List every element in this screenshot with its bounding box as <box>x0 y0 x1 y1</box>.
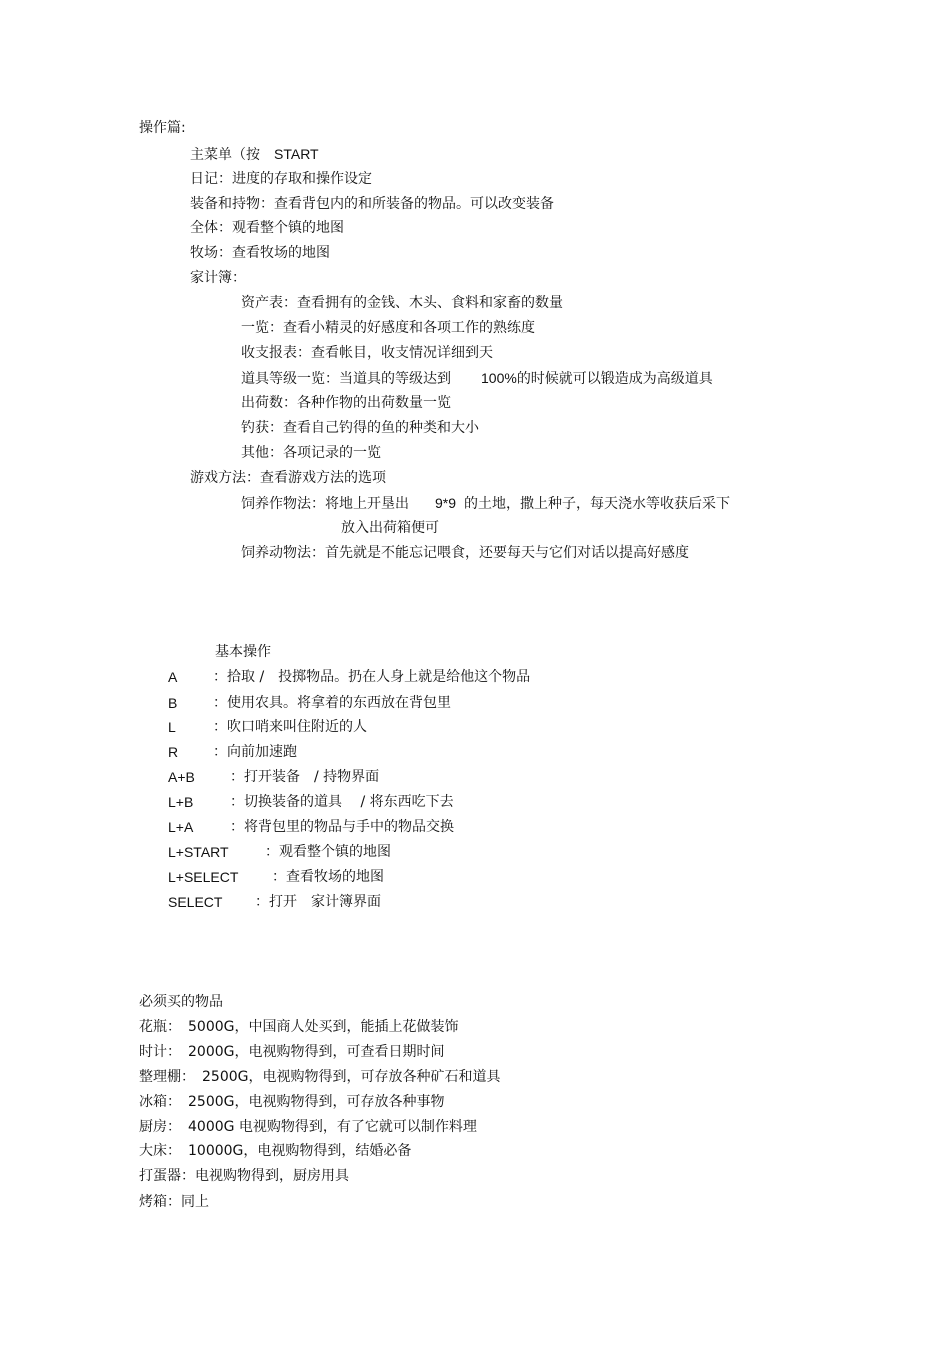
crops-size: 9*9 <box>435 495 457 511</box>
control-desc: ：查看牧场的地图 <box>272 869 384 885</box>
assets-line: 资产表：查看拥有的金钱、木头、食料和家畜的数量 <box>241 295 563 311</box>
list-item: 烤箱：同上 <box>139 1194 209 1210</box>
control-desc: ：拾取 / 投掷物品。扔在人身上就是给他这个物品 <box>213 669 531 685</box>
list-item: 花瓶： 5000G，中国商人处买到，能插上花做装饰 <box>139 1019 459 1035</box>
control-desc: ：向前加速跑 <box>213 744 297 760</box>
shipment-line: 出荷数：各种作物的出荷数量一览 <box>241 395 451 411</box>
howto-line: 游戏方法：查看游戏方法的选项 <box>190 470 386 486</box>
tool-level-text-b: 的时候就可以锻造成为高级道具 <box>516 371 713 387</box>
control-desc: ：观看整个镇的地图 <box>265 844 391 860</box>
control-desc: ：打开装备 / 持物界面 <box>230 769 380 785</box>
list-item: 整理棚： 2500G，电视购物得到，可存放各种矿石和道具 <box>139 1069 501 1085</box>
crops-line <box>241 494 730 513</box>
control-desc: ：切换装备的道具 / 将东西吃下去 <box>230 794 454 810</box>
control-key: L+B <box>168 794 194 810</box>
control-key: L <box>168 719 176 735</box>
control-desc: ：吹口哨来叫住附近的人 <box>213 719 367 735</box>
control-desc: ：打开 家计簿界面 <box>255 894 381 910</box>
ranch-line: 牧场：查看牧场的地图 <box>190 245 330 261</box>
ledger-line: 家计簿： <box>190 270 246 286</box>
diary-line: 日记：进度的存取和操作设定 <box>190 171 372 187</box>
income-line: 收支报表：查看帐目，收支情况详细到天 <box>241 345 493 361</box>
control-key: R <box>168 744 179 760</box>
main-menu-line <box>190 145 319 164</box>
control-desc: ：将背包里的物品与手中的物品交换 <box>230 819 454 835</box>
control-key: L+SELECT <box>168 869 239 885</box>
animals-line: 饲养动物法：首先就是不能忘记喂食，还要每天与它们对话以提高好感度 <box>241 545 689 561</box>
section-title-items: 必须买的物品 <box>139 994 223 1010</box>
control-key: A+B <box>168 769 195 785</box>
control-key: B <box>168 695 178 711</box>
crops-text-b: 的土地，撒上种子，每天浇水等收获后采下 <box>464 496 731 512</box>
fishing-line: 钓获：查看自己钓得的鱼的种类和大小 <box>241 420 479 436</box>
crops-text-a: 饲养作物法：将地上开垦出 <box>241 496 409 512</box>
equip-line: 装备和持物：查看背包内的和所装备的物品。可以改变装备 <box>190 196 554 212</box>
control-key: SELECT <box>168 894 223 910</box>
control-key: L+START <box>168 844 229 860</box>
control-key: L+A <box>168 819 194 835</box>
list-item: 厨房： 4000G 电视购物得到，有了它就可以制作料理 <box>139 1119 477 1135</box>
list-item: 打蛋器：电视购物得到，厨房用具 <box>139 1168 349 1184</box>
tool-level-line <box>241 369 713 388</box>
main-menu-key: START <box>274 146 319 162</box>
control-key: A <box>168 669 178 685</box>
list-item: 时计： 2000G，电视购物得到，可查看日期时间 <box>139 1044 445 1060</box>
main-menu-text: 主菜单（按 <box>190 147 260 163</box>
other-line: 其他：各项记录的一览 <box>241 445 381 461</box>
list-item: 冰箱： 2500G，电视购物得到，可存放各种事物 <box>139 1094 445 1110</box>
tool-level-percent: 100% <box>481 370 517 386</box>
all-line: 全体：观看整个镇的地图 <box>190 220 344 236</box>
crops-line-continued: 放入出荷箱便可 <box>341 520 439 536</box>
control-desc: ：使用农具。将拿着的东西放在背包里 <box>213 695 451 711</box>
section-title-operations: 操作篇: <box>139 120 186 136</box>
list-item: 大床： 10000G，电视购物得到，结婚必备 <box>139 1143 412 1159</box>
section-title-basic: 基本操作 <box>215 644 271 660</box>
tool-level-text-a: 道具等级一览：当道具的等级达到 <box>241 371 451 387</box>
overview-line: 一览：查看小精灵的好感度和各项工作的熟练度 <box>241 320 535 336</box>
